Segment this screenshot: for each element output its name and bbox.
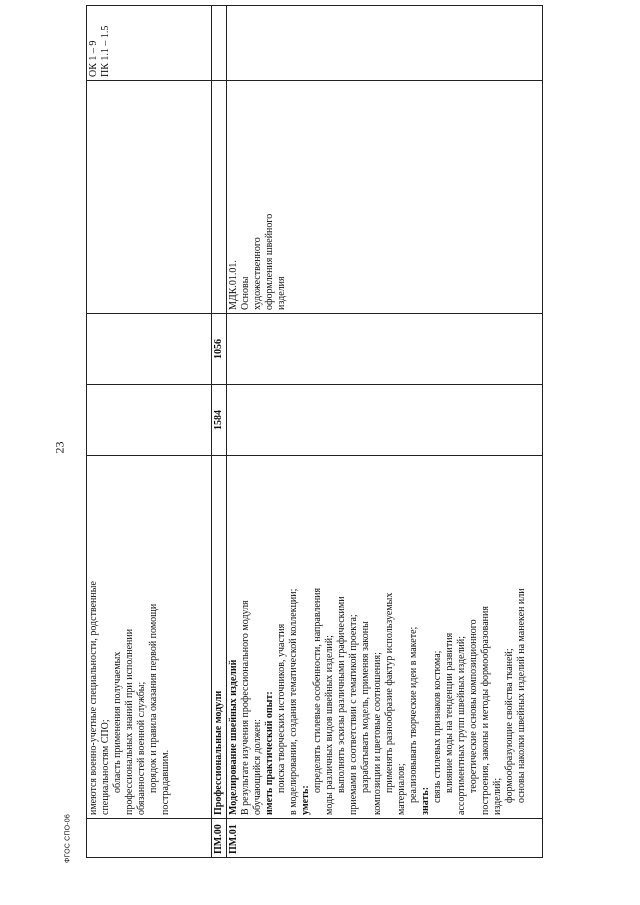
knowledge-line: влияние моды на тенденции развития [444,632,455,793]
text-line: профессиональных знаний при исполнении [124,628,135,815]
module-max-empty [227,385,543,456]
experience-label: иметь практический опыт: [264,691,275,815]
competency-ok: ОК 1 – 9 [88,40,99,77]
mdk-line: Основы [240,276,251,310]
table-row-section [212,6,227,858]
cell-competencies [87,6,212,81]
rotated-table-container [86,25,571,858]
mdk-line: художественного [252,237,263,310]
knowledge-line: изделий; [492,777,503,815]
cell-code-empty [87,819,212,858]
module-description [227,456,543,819]
table-row-module [227,6,543,858]
module-code: ПМ.01 [227,819,543,858]
cell-continuation-text [87,456,212,819]
page-number: 23 [52,441,67,454]
text-line: обязанностей военной службы; [136,681,147,815]
section-obligatory: 1056 [212,314,227,385]
knowledge-line: теоретические основы композиционного [468,619,479,793]
skill-line: реализовывать творческие идеи в макете; [408,626,419,803]
curriculum-table [86,5,543,858]
skill-line: применять разнообразие фактур используемых [384,592,395,793]
knowledge-line: построения, законы и методы формообразования [480,606,491,815]
cell-mdk-empty [87,81,212,314]
skill-line: материалов; [396,763,407,815]
mdk-line: изделия [276,276,287,310]
module-comp-empty [227,6,543,81]
text-line: в моделировании, создания тематической коллекции; [288,588,299,815]
module-title: Моделирование швейных изделий [228,659,239,815]
text-line: порядок и правила оказания первой помощи [148,603,159,793]
text-line: пострадавшим. [160,749,171,815]
skill-line: выполнять эскизы различными графическими [336,596,347,793]
knowledge-line: связь стилевых признаков костюма; [432,650,443,803]
text-line: имеются военно-учетные специальности, родственные [88,581,99,815]
knowledge-line: ассортиментных групп швейных изделий; [456,636,467,815]
competency-pk: ПК 1.1 – 1.5 [100,25,111,77]
knowledge-line: основы наколки швейных изделий на манекен или [516,588,527,803]
text-line: поиска творческих источников, участия [276,623,287,793]
knowledge-line: формообразующие свойства тканей; [504,648,515,803]
section-title: Профессиональные модули [212,456,227,819]
skills-label: уметь: [300,785,311,815]
knowledge-label: знать: [420,786,431,815]
mdk-line: оформления швейного [264,213,275,310]
skill-line: определять стилевые особенности, направления [312,587,323,793]
text-line: специальностям СПО; [100,719,111,815]
skill-line: моды различных видов швейных изделий; [324,635,335,815]
module-obligatory-empty [227,314,543,385]
skill-line: приемами в соответствии с тематикой проекта; [348,614,359,815]
mdk-line: МДК.01.01. [228,260,239,310]
text-line: В результате изучения профессионального модуля [240,600,251,815]
skill-line: композиции и цветовые соотношения; [372,652,383,815]
skill-line: разрабатывать модель, применяя законы [360,621,371,793]
cell-max-empty [87,385,212,456]
text-line: область применения получаемых [112,651,123,793]
footer-label: ФГОС СПО-06 [64,814,72,864]
cell-obligatory-empty [87,314,212,385]
table-row-continuation [87,6,212,858]
module-mdk [227,81,543,314]
text-line: обучающийся должен: [252,719,263,815]
section-max-load: 1584 [212,385,227,456]
section-code: ПМ.00 [212,819,227,858]
section-mdk-empty [212,81,227,314]
section-comp-empty [212,6,227,81]
